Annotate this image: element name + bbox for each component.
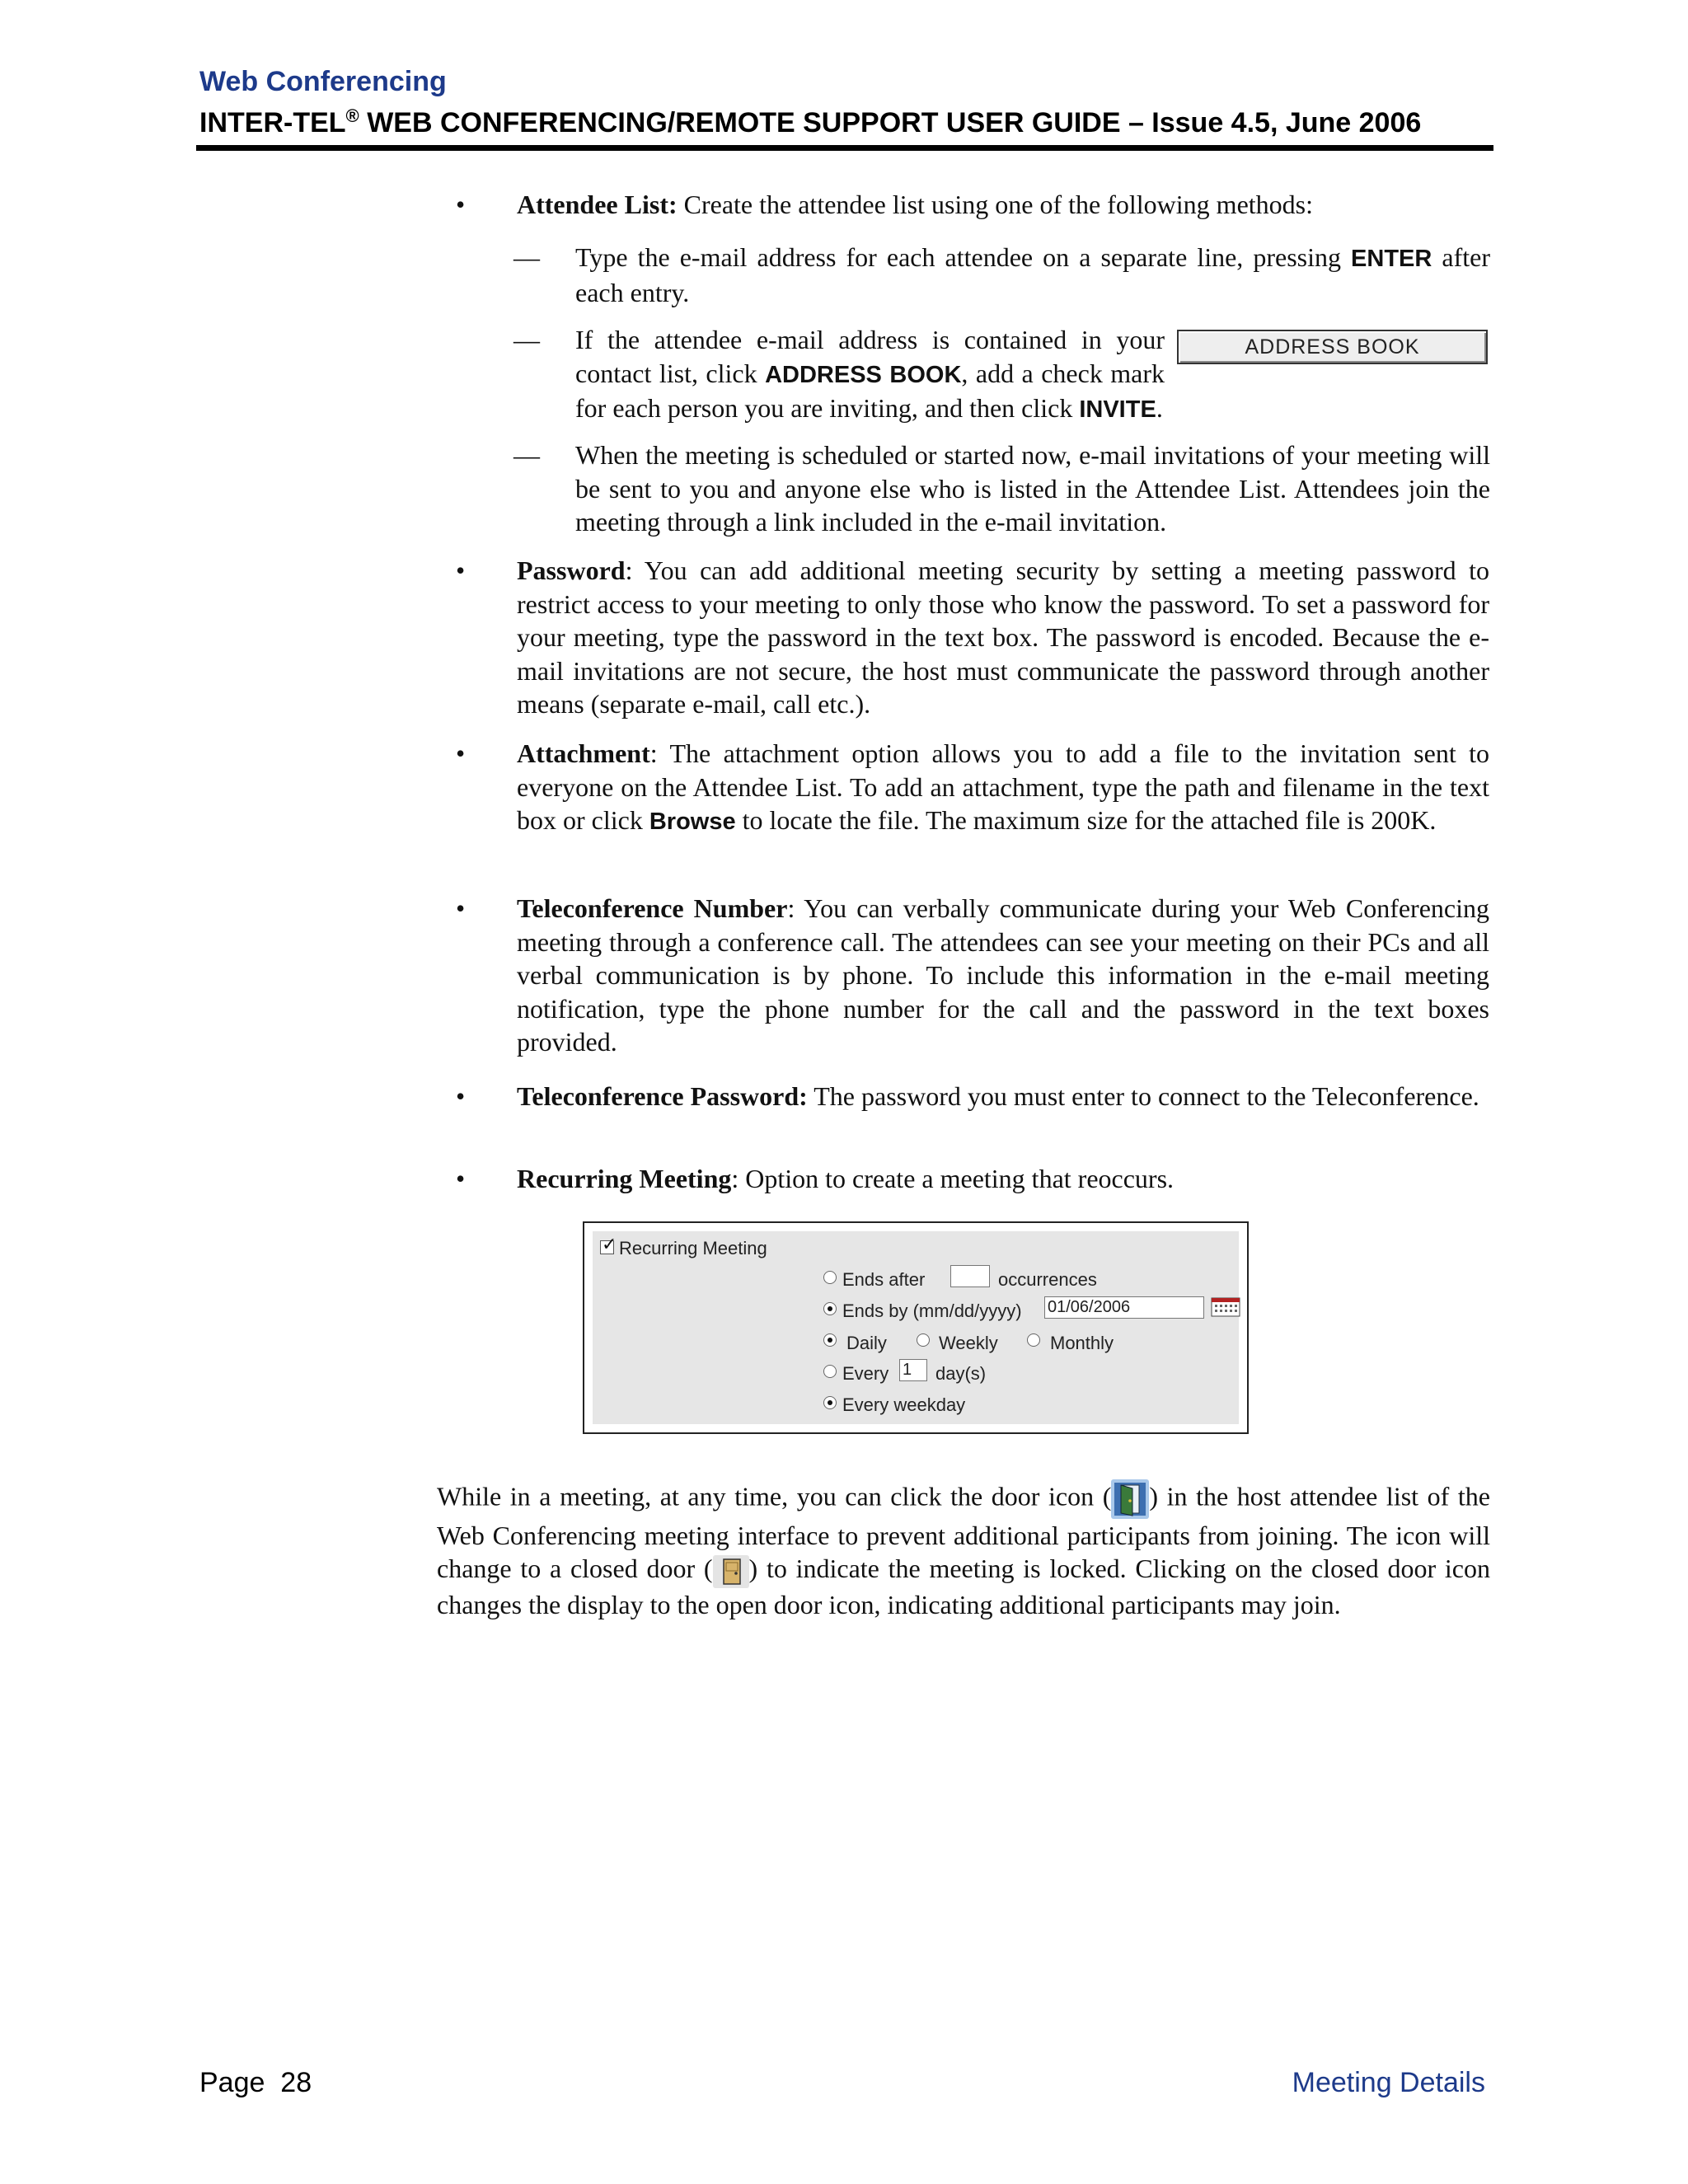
teleconference-number-term: Teleconference Number (517, 893, 788, 923)
recurring-meeting-term: Recurring Meeting (517, 1164, 732, 1193)
recurring-meeting-panel (583, 1221, 1249, 1434)
every-weekday-label: Every weekday (842, 1394, 966, 1415)
footer-section-title: Meeting Details (1292, 2067, 1485, 2098)
attendee-list-item (517, 188, 1489, 222)
recurring-meeting-desc: : Option to create a meeting that reoccurs. (731, 1164, 1175, 1193)
invite-key: INVITE (1079, 396, 1156, 423)
ends-by-label: Ends by (mm/dd/yyyy) (842, 1301, 1022, 1321)
password-term: Password (517, 555, 626, 585)
open-door-icon (1111, 1479, 1149, 1519)
method-text: If the attendee e-mail address is contained in your contact list, click (575, 325, 1165, 388)
password-desc: : You can add additional meeting security by setting a meeting password to restrict access to your meeting to only those who know the password. To set a password for your meeting, type the password in the text box. The password is encoded. Because the e-mail invitations are not secure, the host must communicate the password through another means (separate e-mail, call etc.). (517, 555, 1489, 719)
address-book-button[interactable]: ADDRESS BOOK (1177, 330, 1488, 364)
attachment-item (517, 737, 1489, 839)
every-n-days-radio[interactable] (823, 1365, 837, 1378)
weekly-label: Weekly (939, 1333, 998, 1353)
weekly-radio[interactable] (917, 1333, 930, 1347)
teleconference-password-item (517, 1080, 1489, 1113)
bullet: • (456, 738, 466, 768)
ends-by-radio[interactable] (823, 1302, 837, 1315)
password-item (517, 554, 1489, 721)
attachment-desc-end: to locate the file. The maximum size for the attached file is 200K. (735, 805, 1437, 835)
teleconference-password-term: Teleconference Password: (517, 1081, 808, 1111)
registered-mark: ® (345, 105, 359, 126)
dash: — (513, 440, 540, 470)
recurring-meeting-item (517, 1162, 1489, 1196)
teleconference-password-desc: The password you must enter to connect to the Teleconference. (807, 1081, 1479, 1111)
ends-after-label: Ends after (842, 1269, 926, 1290)
header-rule (196, 145, 1493, 151)
teleconference-number-desc: : You can verbally communicate during your Web Conferencing meeting through a conference call. The attendees can see your meeting on their PCs and all verbal communication is by phone. To include this information in the e-mail meeting notification, type the phone number for the call and the password in the text boxes provided. (517, 893, 1490, 1057)
address-book-key: ADDRESS BOOK (765, 361, 962, 388)
end-date-field[interactable]: 01/06/2006 (1044, 1296, 1204, 1319)
every-label: Every (842, 1363, 889, 1384)
attachment-desc: : The attachment option allows you to add a file to the invitation sent to everyone on the Attendee List. To add an attachment, type the path and filename in the text box or click (517, 738, 1489, 835)
days-label: day(s) (935, 1363, 987, 1384)
attachment-term: Attachment (517, 738, 650, 768)
every-n-field[interactable]: 1 (899, 1359, 927, 1381)
running-header-section: Web Conferencing (199, 66, 447, 97)
every-weekday-radio[interactable] (823, 1396, 837, 1409)
attendee-list-term: Attendee List: (517, 190, 678, 219)
method-text: Type the e-mail address for each attendee on a separate line, pressing (575, 242, 1352, 272)
method-text: . (1156, 393, 1163, 423)
dash: — (513, 325, 540, 354)
running-header-title (199, 105, 1421, 139)
calendar-icon[interactable] (1211, 1297, 1240, 1317)
ends-after-radio[interactable] (823, 1271, 837, 1284)
door-icon-paragraph (437, 1479, 1490, 1621)
dash: — (513, 242, 540, 272)
bullet: • (456, 1081, 466, 1111)
daily-label: Daily (846, 1333, 887, 1353)
closed-door-icon (713, 1555, 749, 1588)
method-text: , add a check mark for each person you are inviting, and then click (575, 358, 1165, 423)
recurring-meeting-checkbox[interactable] (600, 1234, 617, 1254)
checkmark-icon: ✓ (602, 1234, 617, 1254)
bullet: • (456, 1164, 466, 1193)
monthly-radio[interactable] (1027, 1333, 1040, 1347)
title-brand: INTER-TEL (199, 107, 346, 138)
page-number: Page 28 (199, 2067, 312, 2098)
bullet: • (456, 893, 466, 923)
attendee-method-invitations: When the meeting is scheduled or started now, e-mail invitations of your meeting will be sent to you and anyone else who is listed in the Attendee List. Attendees join the meeting through a link included in the e-mail invitation. (575, 440, 1490, 537)
door-text: While in a meeting, at any time, you can click the door icon ( (437, 1481, 1112, 1511)
daily-radio[interactable] (823, 1333, 837, 1347)
recurring-meeting-label: Recurring Meeting (619, 1238, 767, 1258)
recurring-panel-body (593, 1231, 1239, 1424)
door-text: ) to indicate the meeting is locked. Clicking on the closed door icon changes the display to the open door icon, indicating additional participants may join. (437, 1554, 1491, 1619)
title-rest: WEB CONFERENCING/REMOTE SUPPORT USER GUIDE – Issue 4.5, June 2006 (359, 107, 1422, 138)
attendee-list-desc: Create the attendee list using one of the following methods: (677, 190, 1313, 219)
method-text: after each entry. (575, 242, 1490, 307)
occurrences-label: occurrences (998, 1269, 1097, 1290)
monthly-label: Monthly (1050, 1333, 1114, 1353)
door-text: ) in the host attendee list of the Web Conferencing meeting interface to prevent additional participants from joining. The icon will change to a closed door ( (437, 1481, 1491, 1583)
occurrences-field[interactable] (950, 1265, 990, 1287)
bullet: • (456, 190, 466, 219)
browse-key: Browse (649, 808, 736, 835)
bullet: • (456, 555, 466, 585)
teleconference-number-item (517, 892, 1489, 1059)
enter-key: ENTER (1351, 246, 1432, 272)
attendee-method-type (575, 241, 1490, 309)
